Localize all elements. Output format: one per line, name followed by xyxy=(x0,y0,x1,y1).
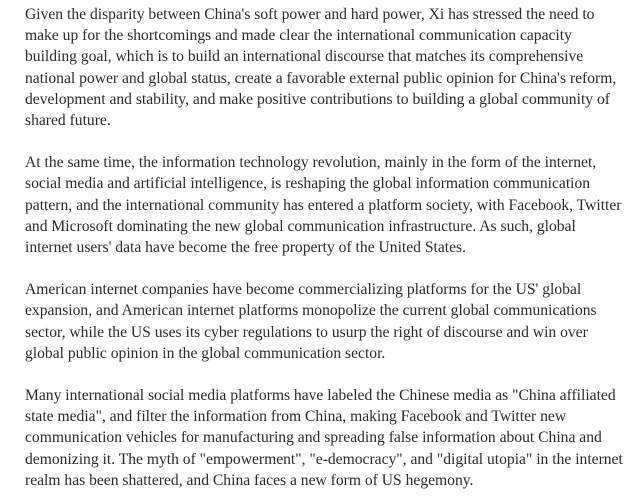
article-paragraph-2: At the same time, the information technology revolution, mainly in the form of the internet, social media and artificial intelligence, is reshaping the global information communication pattern, and the international community has entered a platform society, with Facebook, Twitter and Microsoft dominating the new global communication infrastructure. As such, global internet users' data have become the free property of the United States. xyxy=(25,154,622,257)
article-paragraph-3: American internet companies have become commercializing platforms for the US' global expansion, and American internet platforms monopolize the current global communications sector, while the US uses its cyber regulations to usurp the right of discourse and win over global public opinion in the global communication sector. xyxy=(25,281,597,362)
article-paragraph-1: Given the disparity between China's soft power and hard power, Xi has stressed the need to make up for the shortcomings and made clear the international communication capacity building goal, which is to build an international discourse that matches its comprehensive national power and global status, create a favorable external public opinion for China's reform, development and stability, and make positive contributions to building a global community of shared future. xyxy=(25,6,617,130)
article-paragraph-4: Many international social media platforms have labeled the Chinese media as "China affiliated state media", and filter the information from China, making Facebook and Twitter new communication vehicles for manufacturing and spreading false information about China and demonizing it. The myth of "empowerment", "e-democracy", and "digital utopia" in the internet realm has been shattered, and China faces a new form of US hegemony. xyxy=(25,387,623,489)
